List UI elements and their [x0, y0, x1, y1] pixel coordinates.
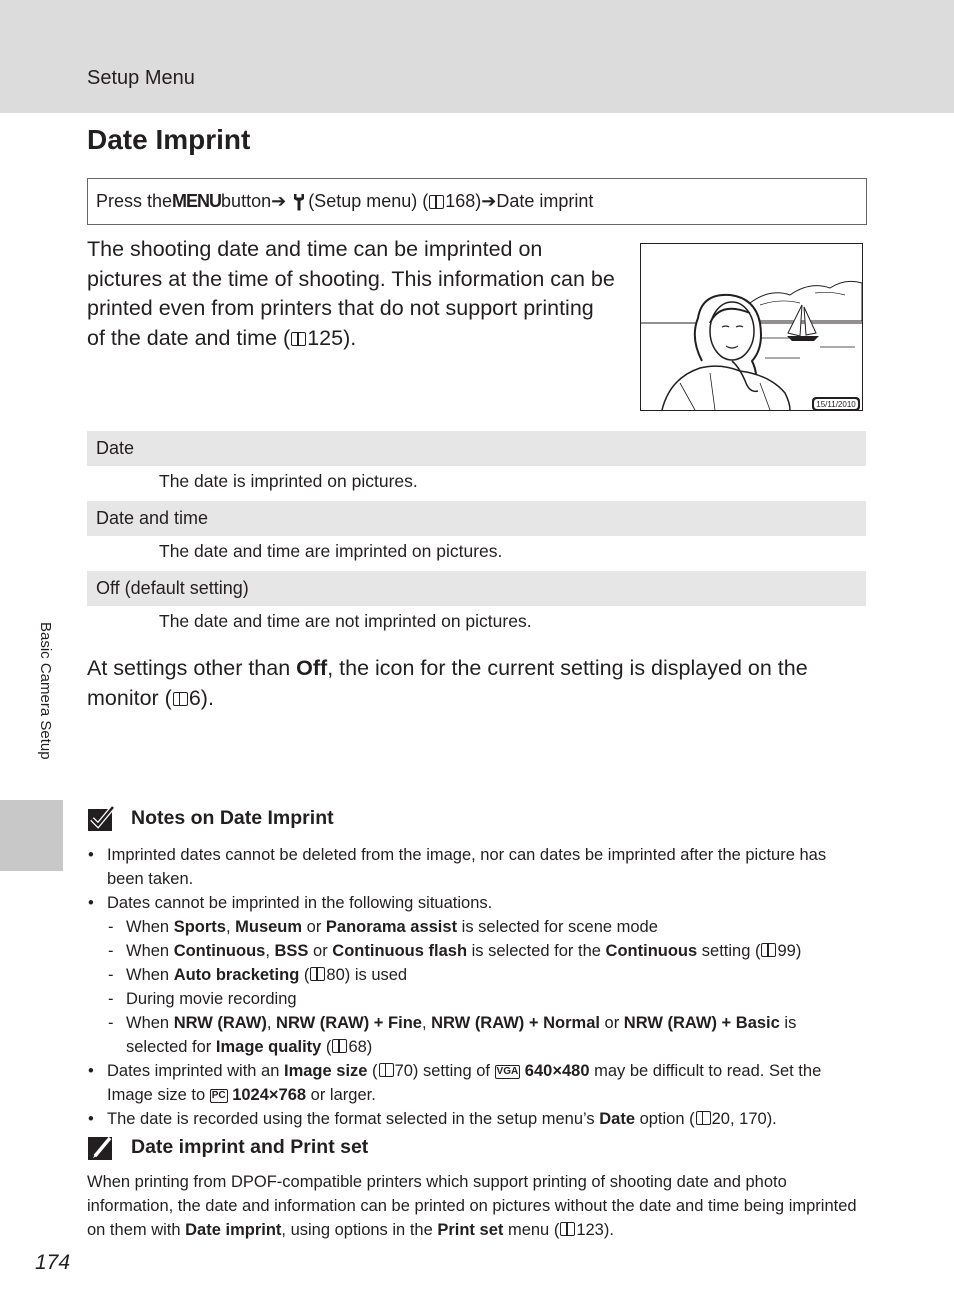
- page-title: Date Imprint: [87, 124, 251, 155]
- wrench-icon: [292, 193, 306, 211]
- option-date-and-time-desc: The date and time are imprinted on pictures.: [159, 541, 503, 561]
- option-off-desc: The date and time are not imprinted on pictures.: [159, 611, 532, 631]
- note-subitem: - When Auto bracketing ( 80) is used: [107, 963, 862, 987]
- print-set-heading: Date imprint and Print set: [87, 1134, 368, 1161]
- note-item: • Dates cannot be imprinted in the following situations. - When Sports, Museum or Panorama assist is selected for scene mode - When Continuous, BSS or Continuous flash is selected for the Continuous setting ( 99) - When Auto bracketing ( 80) is used - During movie recording - When NRW (RAW), NRW (RAW) + Fine, NRW (RAW) + Normal or NRW (RAW) + Basic is selected for Image quality ( 68): [87, 891, 862, 1059]
- settings-note: At settings other than Off, the icon for the current setting is displayed on the monitor ( 6).: [87, 656, 808, 710]
- page-number: 174: [35, 1251, 71, 1274]
- book-icon: [379, 1063, 394, 1077]
- section-label: Setup Menu: [87, 67, 195, 89]
- chapter-label: Basic Camera Setup: [37, 622, 54, 760]
- vga-size-icon: VGA: [496, 1066, 519, 1077]
- nav-button: button: [221, 191, 272, 211]
- note-subitem: - When NRW (RAW), NRW (RAW) + Fine, NRW (RAW) + Normal or NRW (RAW) + Basic is selected for Image quality ( 68): [107, 1011, 862, 1059]
- sample-photo: [640, 243, 863, 411]
- option-date: Date: [87, 431, 866, 466]
- option-date-desc: The date is imprinted on pictures.: [159, 471, 418, 491]
- option-date-and-time: Date and time: [87, 501, 866, 536]
- note-item: • Imprinted dates cannot be deleted from the image, nor can dates be imprinted after the picture has been taken.: [87, 843, 862, 891]
- nav-press: Press the: [96, 191, 173, 211]
- book-icon: [696, 1111, 711, 1125]
- notes-list: [87, 843, 862, 1131]
- note-subitem: - During movie recording: [107, 987, 862, 1011]
- nav-setup: (Setup menu) (: [308, 191, 429, 211]
- book-icon: [429, 195, 444, 209]
- note-subitem: - When Continuous, BSS or Continuous flash is selected for the Continuous setting ( 99): [107, 939, 862, 963]
- note-item: • Dates imprinted with an Image size ( 70) setting of VGA 640×480 may be difficult to read. Set the Image size to PC 1024×768 or larger.: [87, 1059, 862, 1107]
- checkmark-icon: [87, 805, 117, 832]
- intro-paragraph: The shooting date and time can be imprinted on pictures at the time of shooting. This information can be printed even from printers that do not support printing of the date and time ( 125).: [87, 237, 615, 350]
- book-icon: [332, 1039, 347, 1053]
- book-icon: [173, 692, 188, 706]
- menu-path-box: [87, 178, 867, 225]
- pencil-note-icon: [87, 1134, 117, 1161]
- book-icon: [310, 967, 325, 981]
- book-icon: [291, 332, 306, 346]
- option-off: Off (default setting): [87, 571, 866, 606]
- date-stamp: 15/11/2010: [816, 400, 856, 409]
- header-band: [0, 0, 954, 113]
- print-set-paragraph: When printing from DPOF-compatible printers which support printing of shooting date and photo information, the date and information can be printed on pictures without the date and time being imprinted on them with Date imprint, using options in the Print set menu ( 123).: [87, 1173, 857, 1239]
- notes-heading: Notes on Date Imprint: [87, 805, 334, 832]
- book-icon: [761, 943, 776, 957]
- nav-target: Date imprint: [496, 191, 594, 211]
- nav-setup-end: ): [475, 191, 482, 211]
- menu-key-icon: MENU: [172, 191, 222, 211]
- arrow-icon: ➔: [481, 191, 497, 211]
- book-icon: [560, 1222, 575, 1236]
- arrow-icon: ➔: [271, 191, 287, 211]
- nav-setup-page: 168: [445, 191, 476, 211]
- note-item: • The date is recorded using the format selected in the setup menu’s Date option ( 20, 170).: [87, 1107, 862, 1131]
- pc-size-icon: PC: [211, 1090, 226, 1101]
- chapter-tab: [0, 800, 63, 871]
- note-subitem: - When Sports, Museum or Panorama assist is selected for scene mode: [107, 915, 862, 939]
